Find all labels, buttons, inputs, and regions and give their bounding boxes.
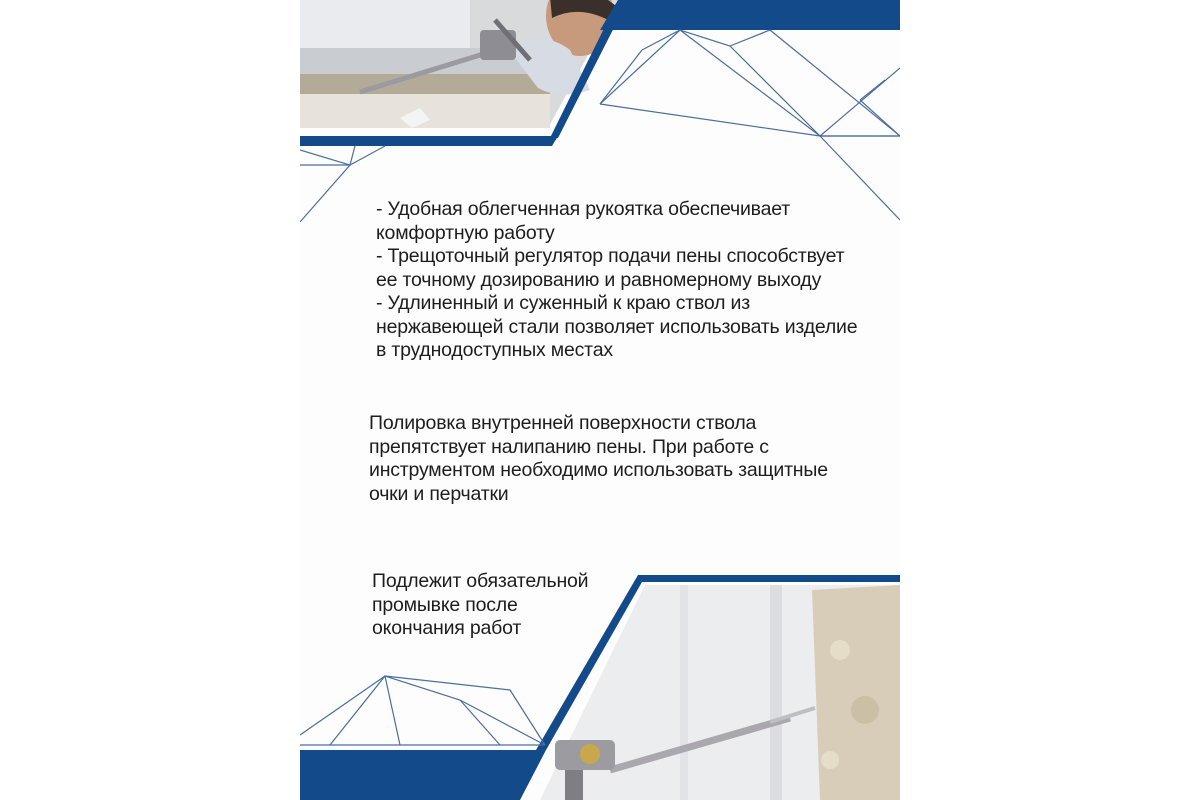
top-blue-bar [300, 136, 558, 146]
cleaning-text [372, 570, 588, 641]
features-line: ее точному дозированию и равномерному выходу [376, 268, 822, 291]
features-line: комфортную работу [376, 221, 555, 244]
features-line: - Удобная облегченная рукоятка обеспечивает [376, 198, 790, 220]
bottom-blue-base [300, 750, 546, 800]
product-card [300, 0, 900, 800]
features-text [376, 198, 857, 363]
features-line: - Трещоточный регулятор подачи пены способствует [376, 245, 845, 267]
decorative-graphics [300, 0, 900, 800]
polishing-line: очки и перчатки [369, 482, 509, 505]
cleaning-line: Подлежит обязательной [372, 570, 589, 592]
features-line: в труднодоступных местах [376, 339, 613, 361]
cleaning-line: окончания работ [372, 617, 522, 639]
polishing-text [369, 412, 828, 506]
polishing-line: Полировка внутренней поверхности ствола [369, 412, 757, 434]
features-line: нержавеющей стали позволяет использовать изделие [376, 315, 858, 338]
top-blue-band [600, 0, 900, 30]
bottom-geometric-lines [300, 676, 545, 745]
polishing-line: инструментом необходимо использовать защитные [369, 459, 828, 481]
bottom-blue-band [638, 575, 900, 582]
bottom-photo [540, 585, 900, 800]
features-line: - Удлиненный и суженный к краю ствол из [376, 292, 750, 314]
cleaning-line: промывке после [372, 593, 518, 616]
polishing-line: препятствует налипанию пены. При работе с [369, 435, 769, 458]
